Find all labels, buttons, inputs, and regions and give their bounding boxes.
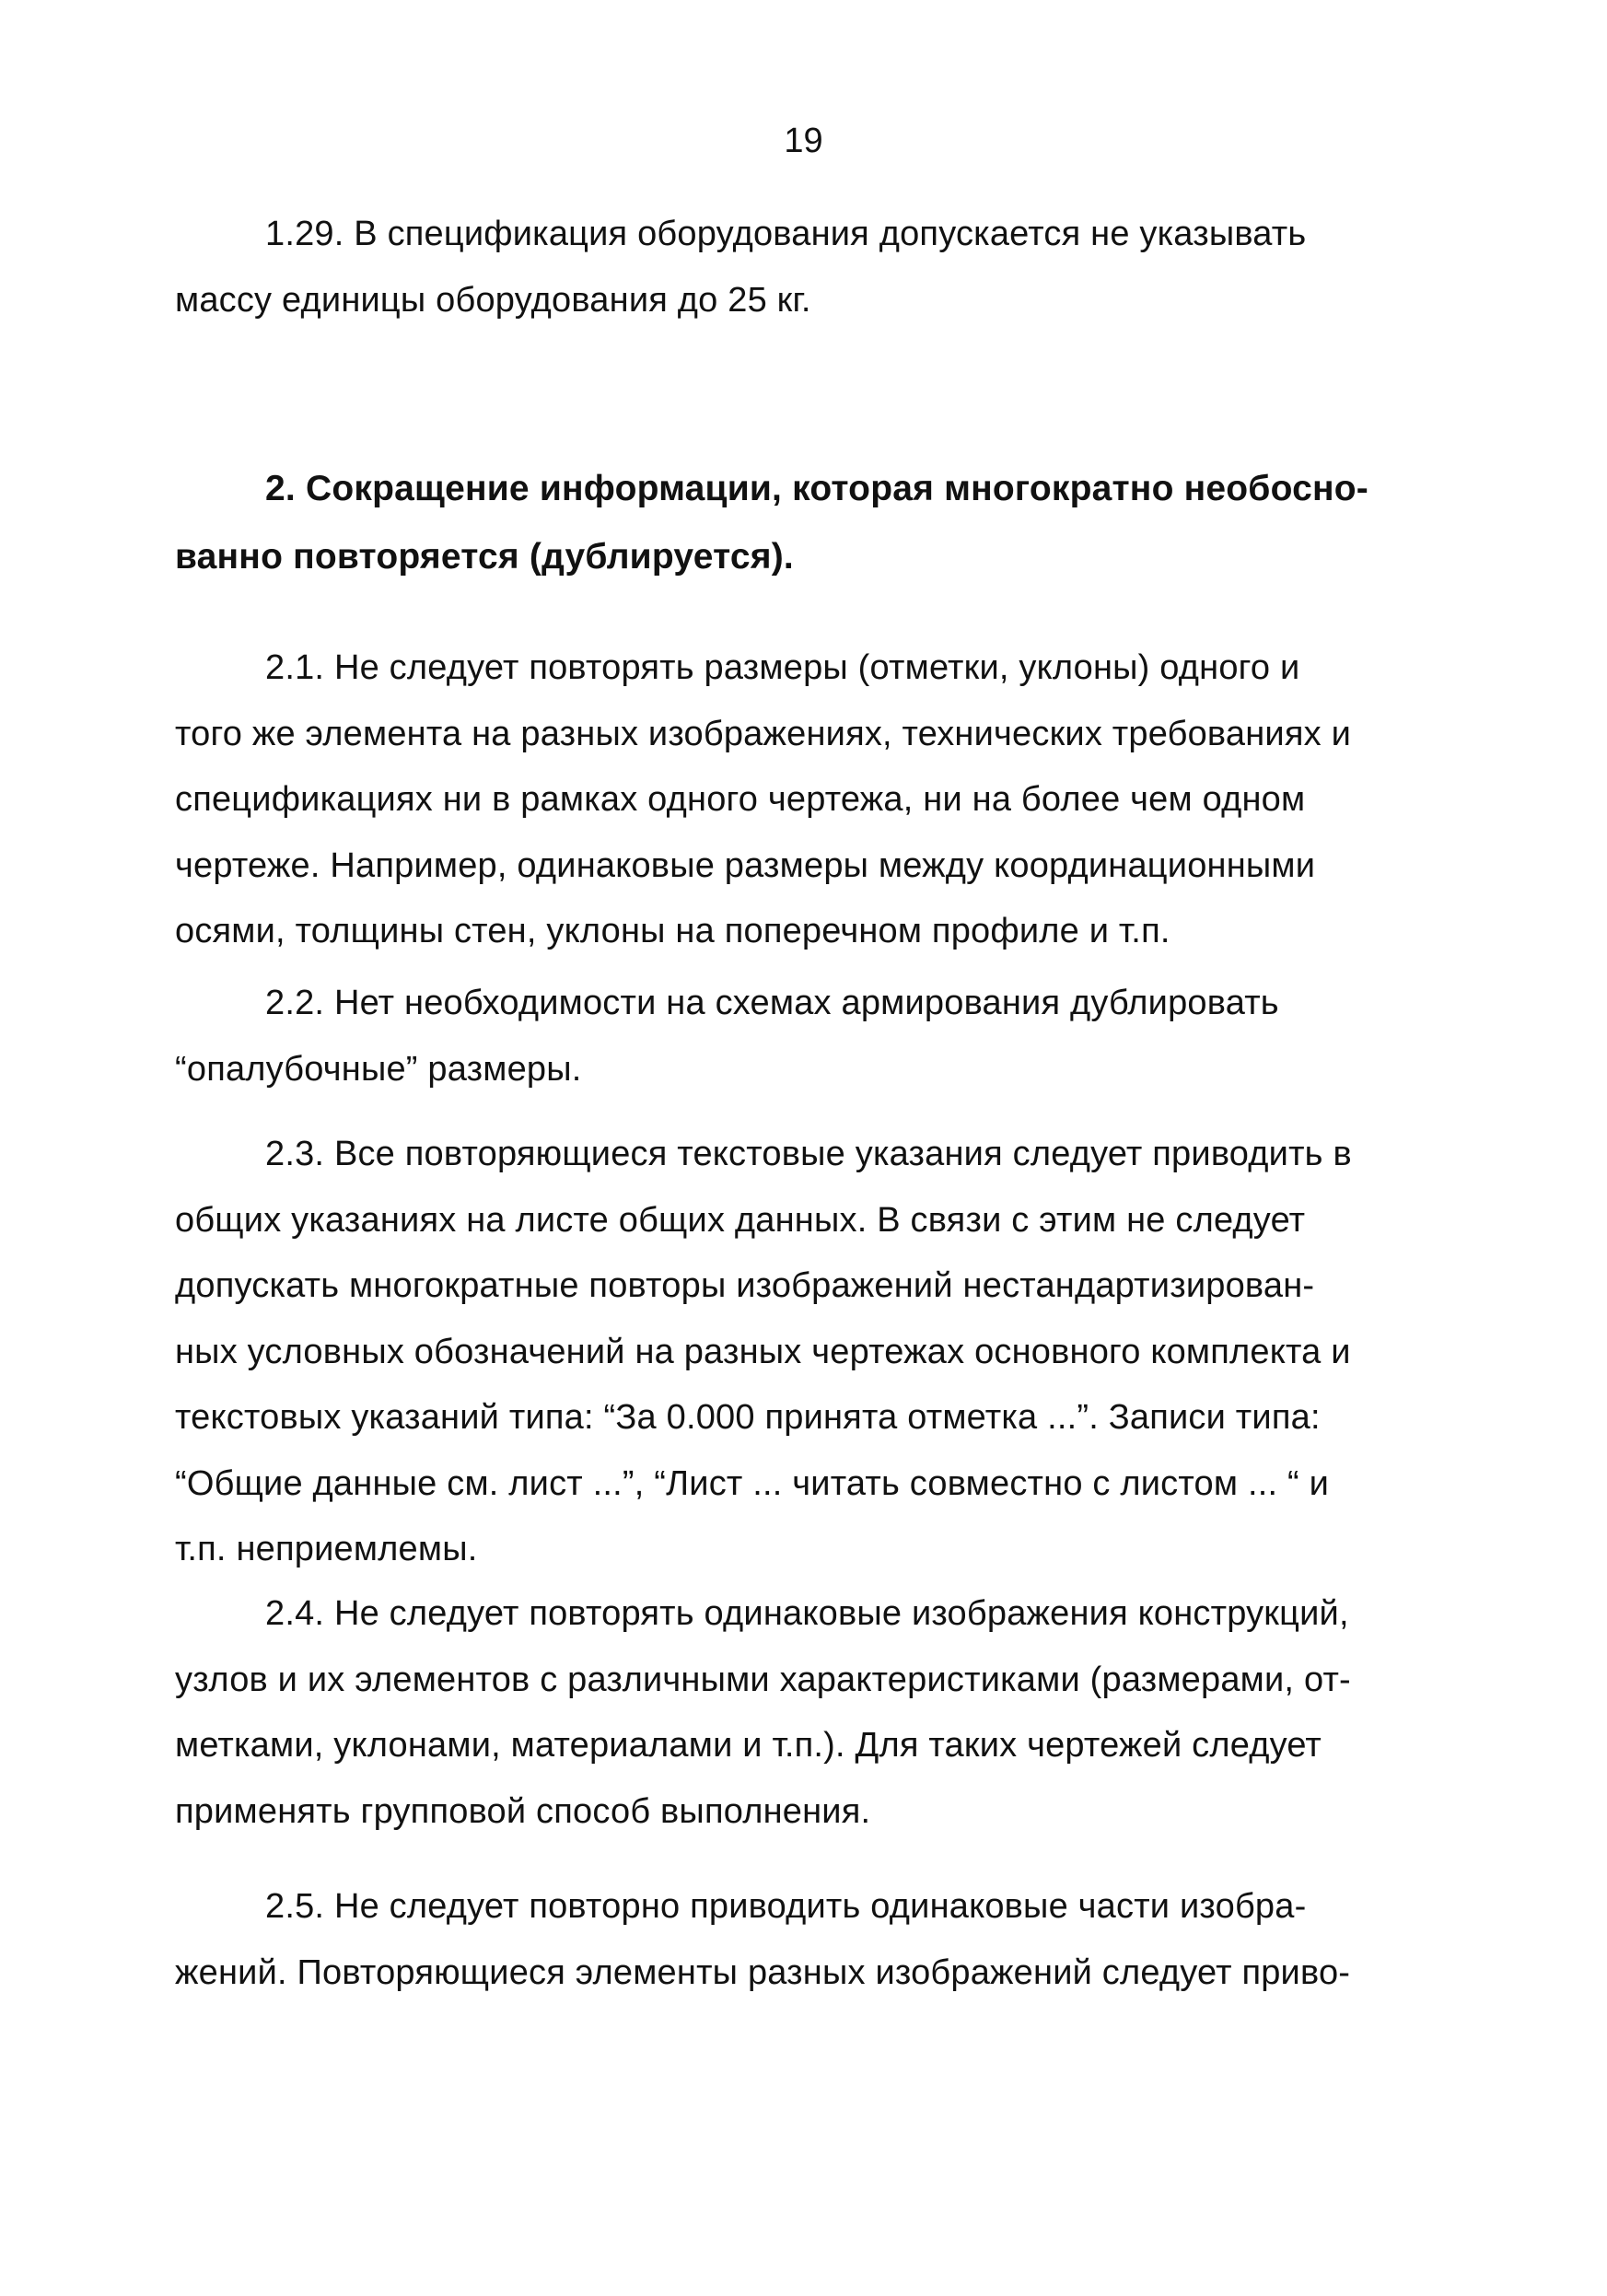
paragraph-line: спецификациях ни в рамках одного чертежа, ни на более чем одном [175,780,1306,819]
paragraph-line: ных условных обозначений на разных чертежах основного комплекта и [175,1332,1351,1371]
paragraph-2-4 [175,1581,1446,1845]
paragraph-line: “опалубочные” размеры. [175,1049,582,1089]
paragraph-line: осями, толщины стен, уклоны на поперечном профиле и т.п. [175,912,1170,950]
paragraph-line: т.п. неприемлемы. [175,1530,478,1568]
paragraph-line: 2.5. Не следует повторно приводить одинаковые части изобра- [265,1887,1307,1926]
page-number: 19 [784,122,823,160]
paragraph-2-3 [175,1122,1446,1583]
section-heading-2 [175,455,1446,591]
paragraph-line: 2.3. Все повторяющиеся текстовые указания следует приводить в [265,1135,1352,1173]
paragraph-2-1 [175,635,1446,965]
paragraph-line: общих указаниях на листе общих данных. В связи с этим не следует [175,1200,1306,1240]
paragraph-line: “Общие данные см. лист ...”, “Лист ... читать совместно с листом ... “ и [175,1463,1330,1503]
paragraph-1-29 [175,202,1446,333]
paragraph-line: чертеже. Например, одинаковые размеры между координационными [175,845,1316,885]
paragraph-line: 1.29. В спецификация оборудования допускается не указывать [265,215,1307,253]
paragraph-line: того же элемента на разных изображениях, технических требованиях и [175,714,1351,753]
paragraph-line: жений. Повторяющиеся элементы разных изображений следует приво- [175,1952,1351,1992]
paragraph-line: 2.2. Нет необходимости на схемах армирования дублировать [265,984,1279,1022]
paragraph-line: метками, уклонами, материалами и т.п.). Для таких чертежей следует [175,1726,1322,1765]
paragraph-line: применять групповой способ выполнения. [175,1791,871,1831]
paragraph-line: массу единицы оборудования до 25 кг. [175,280,811,320]
paragraph-2-2 [175,971,1446,1102]
paragraph-line: допускать многократные повторы изображений нестандартизирован- [175,1266,1315,1305]
paragraph-line: 2.1. Не следует повторять размеры (отметки, уклоны) одного и [265,648,1300,687]
heading-line: 2. Сокращение информации, которая многократно необосно- [265,469,1368,508]
paragraph-line: текстовых указаний типа: “За 0.000 принята отметка ...”. Записи типа: [175,1398,1321,1437]
paragraph-line: 2.4. Не следует повторять одинаковые изображения конструкций, [265,1594,1349,1633]
paragraph-line: узлов и их элементов с различными характеристиками (размерами, от- [175,1660,1351,1699]
heading-line: ванно повторяется (дублируется). [175,537,794,577]
paragraph-2-5 [175,1874,1446,2006]
